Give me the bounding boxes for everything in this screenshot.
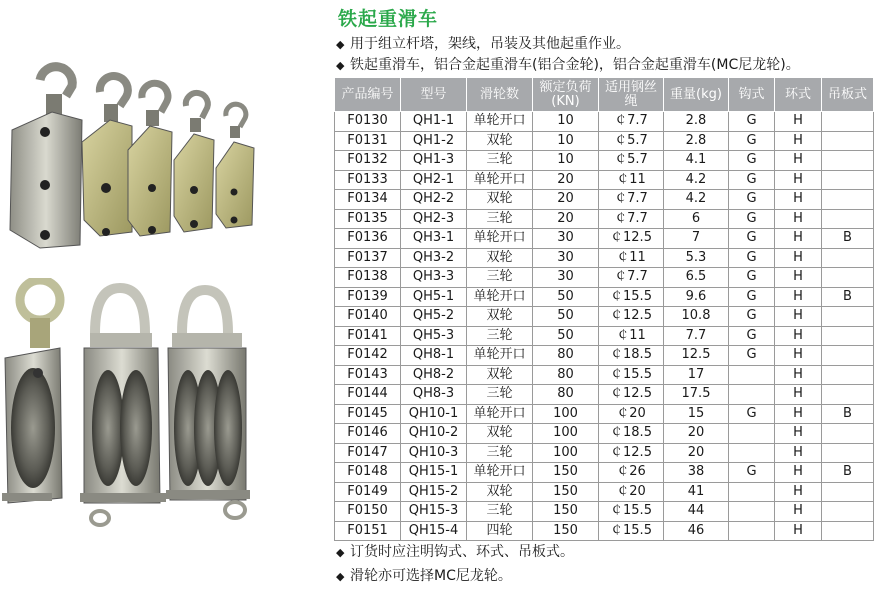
cell-wire-rope: ￠12.5 <box>599 385 664 405</box>
cell-rated-load: 100 <box>533 404 599 424</box>
intro-bullet-types <box>336 56 800 75</box>
cell-wire-rope: ￠7.7 <box>599 209 664 229</box>
page-title: 铁起重滑车 <box>338 8 439 30</box>
cell-ring-type: H <box>775 112 822 132</box>
cell-wire-rope: ￠7.7 <box>599 268 664 288</box>
cell-model: QH1-2 <box>401 131 467 151</box>
pulley-block-5 <box>216 104 254 228</box>
cell-sheave-count: 四轮 <box>467 521 533 541</box>
cell-model: QH1-3 <box>401 151 467 171</box>
bullet-mark: ◆ <box>336 570 345 583</box>
cell-product-code: F0151 <box>335 521 401 541</box>
cell-weight: 20 <box>664 424 729 444</box>
cell-product-code: F0132 <box>335 151 401 171</box>
cell-product-code: F0145 <box>335 404 401 424</box>
cell-product-code: F0143 <box>335 365 401 385</box>
cell-wire-rope: ￠11 <box>599 170 664 190</box>
cell-model: QH3-3 <box>401 268 467 288</box>
cell-plate-type <box>822 443 874 463</box>
cell-rated-load: 50 <box>533 326 599 346</box>
cell-product-code: F0136 <box>335 229 401 249</box>
cell-ring-type: H <box>775 307 822 327</box>
cell-ring-type: H <box>775 151 822 171</box>
cell-product-code: F0146 <box>335 424 401 444</box>
table-row <box>335 190 874 210</box>
cell-plate-type <box>822 307 874 327</box>
cell-sheave-count: 三轮 <box>467 151 533 171</box>
pulley-block-1 <box>10 67 82 248</box>
table-header-row <box>335 78 874 112</box>
cell-wire-rope: ￠15.5 <box>599 287 664 307</box>
table-row <box>335 229 874 249</box>
single-sheave-ring-block <box>2 280 62 503</box>
header-rated-load: 额定负荷(KN) <box>533 78 599 112</box>
cell-hook-type: G <box>729 404 775 424</box>
cell-rated-load: 50 <box>533 287 599 307</box>
cell-sheave-count: 单轮开口 <box>467 112 533 132</box>
cell-rated-load: 80 <box>533 365 599 385</box>
cell-ring-type: H <box>775 502 822 522</box>
cell-sheave-count: 单轮开口 <box>467 346 533 366</box>
cell-weight: 6.5 <box>664 268 729 288</box>
cell-weight: 41 <box>664 482 729 502</box>
table-row <box>335 424 874 444</box>
cell-plate-type: B <box>822 404 874 424</box>
table-row <box>335 307 874 327</box>
cell-sheave-count: 三轮 <box>467 502 533 522</box>
cell-product-code: F0130 <box>335 112 401 132</box>
pulley-block-3 <box>128 83 172 236</box>
cell-wire-rope: ￠15.5 <box>599 502 664 522</box>
table-row <box>335 170 874 190</box>
cell-weight: 46 <box>664 521 729 541</box>
cell-weight: 2.8 <box>664 131 729 151</box>
cell-model: QH2-2 <box>401 190 467 210</box>
cell-model: QH8-2 <box>401 365 467 385</box>
table-row <box>335 463 874 483</box>
header-hook-type: 钩式 <box>729 78 775 112</box>
cell-product-code: F0135 <box>335 209 401 229</box>
cell-sheave-count: 双轮 <box>467 365 533 385</box>
double-sheave-shackle-block <box>80 288 166 525</box>
cell-rated-load: 100 <box>533 424 599 444</box>
cell-rated-load: 150 <box>533 482 599 502</box>
cell-weight: 4.2 <box>664 190 729 210</box>
cell-sheave-count: 双轮 <box>467 190 533 210</box>
spec-table <box>334 77 874 541</box>
cell-product-code: F0139 <box>335 287 401 307</box>
cell-ring-type: H <box>775 521 822 541</box>
cell-ring-type: H <box>775 287 822 307</box>
cell-wire-rope: ￠26 <box>599 463 664 483</box>
cell-sheave-count: 单轮开口 <box>467 287 533 307</box>
cell-plate-type <box>822 209 874 229</box>
cell-plate-type: B <box>822 463 874 483</box>
cell-weight: 17.5 <box>664 385 729 405</box>
cell-rated-load: 150 <box>533 502 599 522</box>
cell-sheave-count: 双轮 <box>467 131 533 151</box>
bullet-text: 用于组立杆塔，架线，吊装及其他起重作业。 <box>350 36 630 52</box>
header-ring-type: 环式 <box>775 78 822 112</box>
cell-sheave-count: 三轮 <box>467 268 533 288</box>
cell-rated-load: 150 <box>533 521 599 541</box>
cell-wire-rope: ￠20 <box>599 404 664 424</box>
cell-product-code: F0131 <box>335 131 401 151</box>
cell-product-code: F0141 <box>335 326 401 346</box>
cell-hook-type <box>729 502 775 522</box>
header-model: 型号 <box>401 78 467 112</box>
cell-weight: 4.2 <box>664 170 729 190</box>
cell-plate-type <box>822 385 874 405</box>
table-row <box>335 326 874 346</box>
cell-weight: 17 <box>664 365 729 385</box>
cell-rated-load: 80 <box>533 385 599 405</box>
cell-weight: 5.3 <box>664 248 729 268</box>
cell-model: QH3-2 <box>401 248 467 268</box>
cell-ring-type: H <box>775 190 822 210</box>
cell-hook-type: G <box>729 209 775 229</box>
cell-plate-type <box>822 151 874 171</box>
cell-rated-load: 20 <box>533 209 599 229</box>
cell-ring-type: H <box>775 424 822 444</box>
cell-ring-type: H <box>775 209 822 229</box>
cell-wire-rope: ￠12.5 <box>599 443 664 463</box>
cell-hook-type: G <box>729 248 775 268</box>
bullet-text: 铁起重滑车，铝合金起重滑车(铝合金轮)，铝合金起重滑车(MC尼龙轮)。 <box>350 57 800 73</box>
cell-weight: 38 <box>664 463 729 483</box>
cell-hook-type: G <box>729 326 775 346</box>
cell-hook-type: G <box>729 346 775 366</box>
cell-model: QH2-1 <box>401 170 467 190</box>
bullet-mark: ◆ <box>336 546 345 559</box>
cell-hook-type: G <box>729 463 775 483</box>
cell-ring-type: H <box>775 443 822 463</box>
cell-plate-type <box>822 365 874 385</box>
cell-ring-type: H <box>775 229 822 249</box>
cell-hook-type <box>729 482 775 502</box>
cell-product-code: F0150 <box>335 502 401 522</box>
cell-weight: 44 <box>664 502 729 522</box>
cell-rated-load: 10 <box>533 112 599 132</box>
cell-plate-type <box>822 170 874 190</box>
cell-weight: 7 <box>664 229 729 249</box>
cell-plate-type <box>822 424 874 444</box>
cell-product-code: F0137 <box>335 248 401 268</box>
table-row <box>335 443 874 463</box>
ring-pulley-blocks-photo <box>0 278 330 533</box>
cell-plate-type <box>822 326 874 346</box>
cell-plate-type <box>822 131 874 151</box>
cell-wire-rope: ￠5.7 <box>599 131 664 151</box>
cell-weight: 6 <box>664 209 729 229</box>
table-row <box>335 248 874 268</box>
cell-rated-load: 20 <box>533 190 599 210</box>
bullet-text: 滑轮亦可选择MC尼龙轮。 <box>350 568 512 584</box>
cell-ring-type: H <box>775 404 822 424</box>
cell-ring-type: H <box>775 385 822 405</box>
cell-wire-rope: ￠7.7 <box>599 112 664 132</box>
cell-weight: 9.6 <box>664 287 729 307</box>
table-row <box>335 502 874 522</box>
cell-plate-type <box>822 248 874 268</box>
cell-plate-type <box>822 190 874 210</box>
cell-sheave-count: 双轮 <box>467 248 533 268</box>
cell-rated-load: 30 <box>533 248 599 268</box>
cell-model: QH10-1 <box>401 404 467 424</box>
cell-wire-rope: ￠5.7 <box>599 151 664 171</box>
cell-weight: 2.8 <box>664 112 729 132</box>
cell-ring-type: H <box>775 463 822 483</box>
cell-wire-rope: ￠11 <box>599 326 664 346</box>
cell-model: QH5-1 <box>401 287 467 307</box>
cell-rated-load: 80 <box>533 346 599 366</box>
cell-plate-type: B <box>822 229 874 249</box>
cell-rated-load: 20 <box>533 170 599 190</box>
cell-hook-type: G <box>729 287 775 307</box>
cell-hook-type <box>729 521 775 541</box>
table-row <box>335 151 874 171</box>
note-bullet-order <box>336 543 574 562</box>
cell-wire-rope: ￠11 <box>599 248 664 268</box>
header-sheave-count: 滑轮数 <box>467 78 533 112</box>
cell-plate-type <box>822 268 874 288</box>
cell-rated-load: 30 <box>533 229 599 249</box>
cell-model: QH3-1 <box>401 229 467 249</box>
cell-product-code: F0134 <box>335 190 401 210</box>
intro-bullet-usage <box>336 35 630 54</box>
table-row <box>335 482 874 502</box>
cell-model: QH15-1 <box>401 463 467 483</box>
cell-wire-rope: ￠12.5 <box>599 307 664 327</box>
cell-sheave-count: 单轮开口 <box>467 229 533 249</box>
cell-weight: 12.5 <box>664 346 729 366</box>
table-body <box>335 112 874 541</box>
header-plate-type: 吊板式 <box>822 78 874 112</box>
cell-ring-type: H <box>775 268 822 288</box>
cell-sheave-count: 三轮 <box>467 209 533 229</box>
cell-wire-rope: ￠20 <box>599 482 664 502</box>
cell-wire-rope: ￠15.5 <box>599 365 664 385</box>
cell-hook-type: G <box>729 229 775 249</box>
cell-ring-type: H <box>775 131 822 151</box>
bullet-mark: ◆ <box>336 59 345 72</box>
table-row <box>335 346 874 366</box>
cell-rated-load: 10 <box>533 131 599 151</box>
cell-hook-type: G <box>729 268 775 288</box>
cell-hook-type: G <box>729 190 775 210</box>
table-row <box>335 404 874 424</box>
cell-ring-type: H <box>775 346 822 366</box>
bullet-mark: ◆ <box>336 38 345 51</box>
cell-plate-type: B <box>822 287 874 307</box>
cell-model: QH10-3 <box>401 443 467 463</box>
cell-model: QH5-3 <box>401 326 467 346</box>
cell-plate-type <box>822 482 874 502</box>
cell-plate-type <box>822 112 874 132</box>
cell-weight: 10.8 <box>664 307 729 327</box>
cell-model: QH15-2 <box>401 482 467 502</box>
cell-ring-type: H <box>775 365 822 385</box>
cell-sheave-count: 单轮开口 <box>467 170 533 190</box>
cell-hook-type <box>729 385 775 405</box>
cell-weight: 4.1 <box>664 151 729 171</box>
table-row <box>335 287 874 307</box>
cell-product-code: F0147 <box>335 443 401 463</box>
cell-product-code: F0142 <box>335 346 401 366</box>
table-row <box>335 131 874 151</box>
cell-wire-rope: ￠12.5 <box>599 229 664 249</box>
cell-ring-type: H <box>775 326 822 346</box>
hook-pulley-blocks-photo <box>0 60 330 250</box>
cell-sheave-count: 三轮 <box>467 385 533 405</box>
cell-model: QH8-1 <box>401 346 467 366</box>
triple-sheave-shackle-block <box>166 290 250 518</box>
cell-ring-type: H <box>775 170 822 190</box>
cell-sheave-count: 单轮开口 <box>467 404 533 424</box>
cell-model: QH1-1 <box>401 112 467 132</box>
cell-plate-type <box>822 521 874 541</box>
cell-model: QH10-2 <box>401 424 467 444</box>
cell-plate-type <box>822 346 874 366</box>
table-row <box>335 521 874 541</box>
cell-ring-type: H <box>775 482 822 502</box>
table-row <box>335 268 874 288</box>
cell-product-code: F0148 <box>335 463 401 483</box>
cell-rated-load: 10 <box>533 151 599 171</box>
cell-weight: 15 <box>664 404 729 424</box>
cell-ring-type: H <box>775 248 822 268</box>
table-row <box>335 209 874 229</box>
cell-model: QH5-2 <box>401 307 467 327</box>
cell-sheave-count: 三轮 <box>467 443 533 463</box>
table-row <box>335 112 874 132</box>
header-wire-rope: 适用钢丝绳 <box>599 78 664 112</box>
cell-rated-load: 100 <box>533 443 599 463</box>
cell-product-code: F0149 <box>335 482 401 502</box>
cell-hook-type: G <box>729 170 775 190</box>
cell-sheave-count: 三轮 <box>467 326 533 346</box>
cell-model: QH15-4 <box>401 521 467 541</box>
cell-weight: 7.7 <box>664 326 729 346</box>
cell-sheave-count: 单轮开口 <box>467 463 533 483</box>
cell-product-code: F0133 <box>335 170 401 190</box>
pulley-block-4 <box>174 93 214 232</box>
cell-wire-rope: ￠7.7 <box>599 190 664 210</box>
cell-rated-load: 150 <box>533 463 599 483</box>
header-weight: 重量(kg) <box>664 78 729 112</box>
cell-hook-type <box>729 424 775 444</box>
header-product-code: 产品编号 <box>335 78 401 112</box>
note-bullet-nylon <box>336 567 512 586</box>
cell-wire-rope: ￠18.5 <box>599 346 664 366</box>
cell-product-code: F0138 <box>335 268 401 288</box>
cell-wire-rope: ￠15.5 <box>599 521 664 541</box>
table-row <box>335 385 874 405</box>
cell-hook-type: G <box>729 131 775 151</box>
cell-sheave-count: 双轮 <box>467 482 533 502</box>
cell-hook-type <box>729 365 775 385</box>
cell-hook-type: G <box>729 112 775 132</box>
cell-hook-type: G <box>729 151 775 171</box>
cell-sheave-count: 双轮 <box>467 424 533 444</box>
cell-product-code: F0144 <box>335 385 401 405</box>
bullet-text: 订货时应注明钩式、环式、吊板式。 <box>350 544 574 560</box>
cell-model: QH8-3 <box>401 385 467 405</box>
cell-wire-rope: ￠18.5 <box>599 424 664 444</box>
cell-plate-type <box>822 502 874 522</box>
cell-model: QH15-3 <box>401 502 467 522</box>
cell-rated-load: 50 <box>533 307 599 327</box>
cell-product-code: F0140 <box>335 307 401 327</box>
table-row <box>335 365 874 385</box>
pulley-block-2 <box>82 76 132 236</box>
cell-hook-type: G <box>729 307 775 327</box>
cell-rated-load: 30 <box>533 268 599 288</box>
cell-hook-type <box>729 443 775 463</box>
cell-model: QH2-3 <box>401 209 467 229</box>
product-photos <box>0 0 330 590</box>
cell-weight: 20 <box>664 443 729 463</box>
cell-sheave-count: 双轮 <box>467 307 533 327</box>
